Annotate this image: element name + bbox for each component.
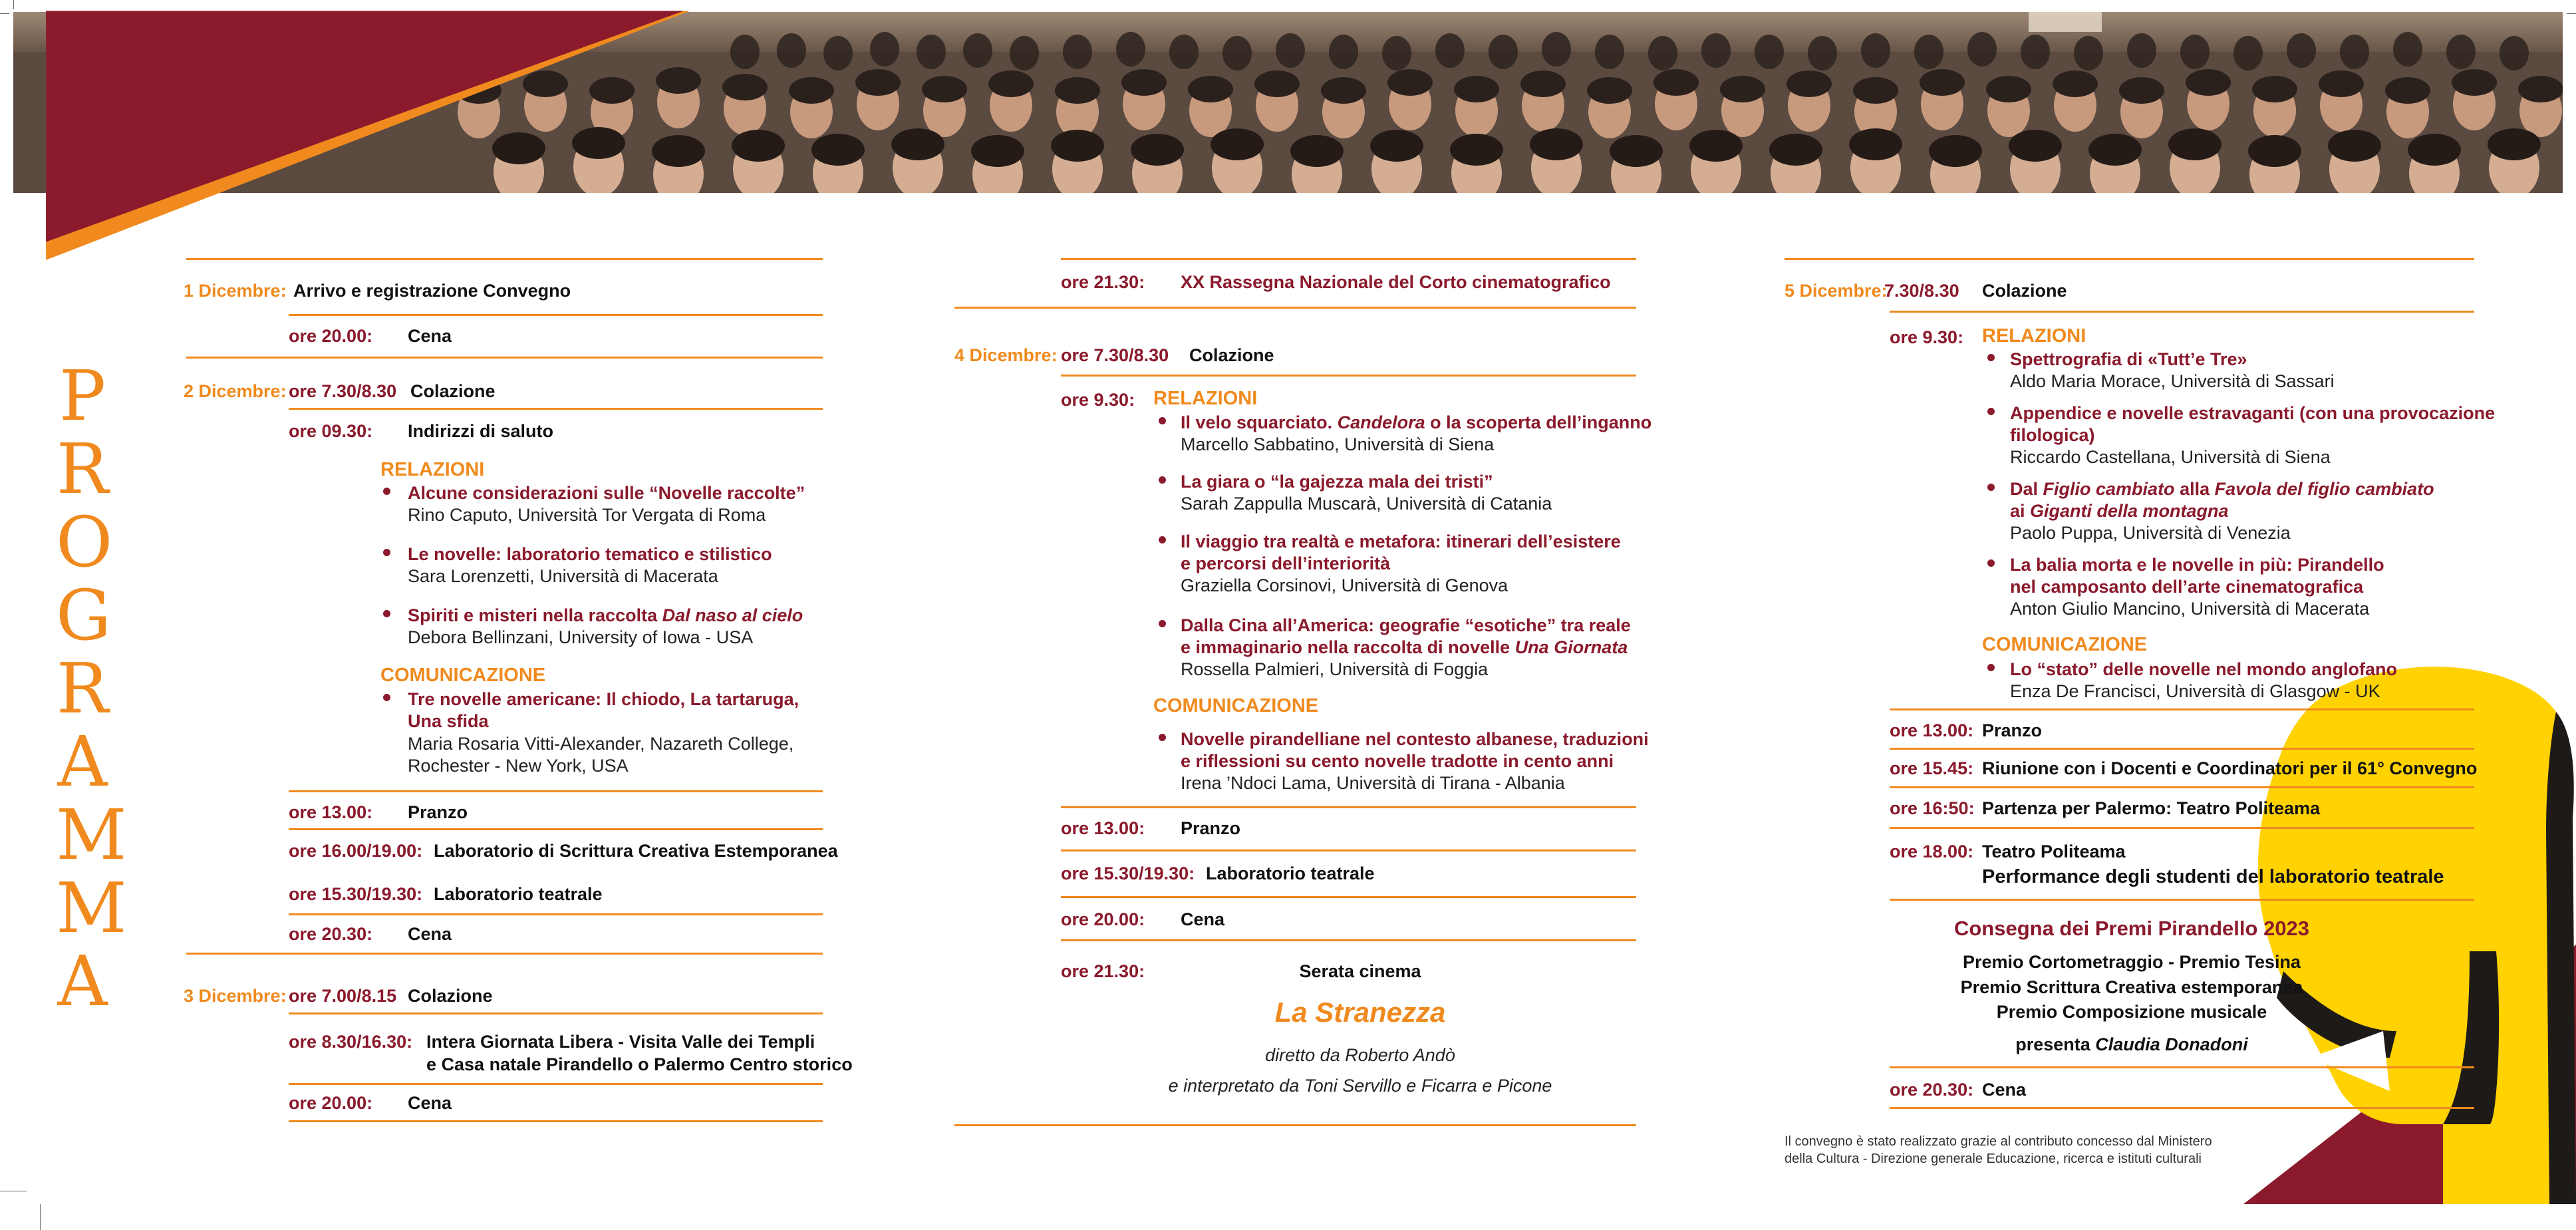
bullet xyxy=(1159,476,1166,484)
talk-title: Novelle pirandelliane nel contesto albanese, traduzioni xyxy=(1181,729,1649,749)
event: Cena xyxy=(1982,1080,2027,1100)
divider xyxy=(1061,806,1636,808)
talk-author: Graziella Corsinovi, Università di Genova xyxy=(1181,575,1508,595)
time: ore 20.00: xyxy=(289,326,373,346)
bullet xyxy=(1159,734,1166,741)
divider xyxy=(1890,748,2474,750)
time: ore 16:50: xyxy=(1890,798,1975,818)
programma-letter: R xyxy=(56,648,109,729)
event: Cena xyxy=(1181,909,1225,929)
talk-title-part: alla xyxy=(2174,479,2215,499)
time: ore 9.30: xyxy=(1890,327,1964,347)
programma-letter: M xyxy=(56,794,127,875)
day-4-label: 4 Dicembre: xyxy=(954,345,1058,365)
footer-line: Il convegno è stato realizzato grazie al contributo concesso dal Ministero xyxy=(1785,1134,2212,1149)
talk-author: Rossella Palmieri, Università di Foggia xyxy=(1181,659,1489,679)
programma-letter: O xyxy=(56,502,113,583)
divider xyxy=(1061,939,1636,941)
talk-title: La giara o “la gajezza mala dei tristi” xyxy=(1181,472,1493,492)
talk-title: e percorsi dell’interiorità xyxy=(1181,553,1391,573)
talk-title-part: o la scoperta dell’inganno xyxy=(1425,412,1652,432)
award-item: Premio Composizione musicale xyxy=(1996,1002,2267,1022)
award-presenter xyxy=(1916,1034,2348,1055)
talk-title-part: Il velo squarciato. xyxy=(1181,412,1338,432)
talk-author: Maria Rosaria Vitti-Alexander, Nazareth College, xyxy=(408,734,794,754)
bullet xyxy=(1987,664,1995,671)
divider xyxy=(1785,258,2474,260)
talk-title-part: e immaginario nella raccolta di novelle xyxy=(1181,637,1515,657)
divider xyxy=(186,258,823,260)
bullet xyxy=(1159,620,1166,627)
film-cast: e interpretato da Toni Servillo e Ficarra e Picone xyxy=(1168,1076,1552,1096)
divider xyxy=(289,913,823,915)
talk-title: e riflessioni su cento novelle tradotte in cento anni xyxy=(1181,751,1614,771)
time: 7.30/8.30 xyxy=(1884,281,1959,301)
film-director: diretto da Roberto Andò xyxy=(1265,1045,1455,1065)
talk-author: Irena ’Ndoci Lama, Università di Tirana - Albania xyxy=(1181,773,1565,793)
talk-author: Aldo Maria Morace, Università di Sassari xyxy=(2010,371,2335,391)
divider xyxy=(954,1124,1636,1126)
talk-author: Debora Bellinzani, University of Iowa - USA xyxy=(408,627,754,647)
bullet xyxy=(1987,559,1995,567)
event: Colazione xyxy=(1982,281,2067,301)
divider xyxy=(289,790,823,792)
crop-mark xyxy=(2567,13,2576,14)
divider xyxy=(1890,1107,2474,1109)
time: ore 13.00: xyxy=(289,802,373,822)
event: Intera Giornata Libera - Visita Valle dei Templi xyxy=(426,1032,815,1052)
divider xyxy=(289,1083,823,1085)
divider xyxy=(954,307,1636,309)
event: Pranzo xyxy=(1181,818,1241,838)
day-3-label: 3 Dicembre: xyxy=(184,986,287,1006)
event: Riunione con i Docenti e Coordinatori per il 61° Convegno xyxy=(1982,758,2478,778)
talk-title-italic: Figlio cambiato xyxy=(2043,479,2175,499)
time: ore 16.00/19.00: xyxy=(289,841,423,861)
talk-title xyxy=(1181,412,1651,433)
day-5-label: 5 Dicembre: xyxy=(1785,281,1888,301)
film-title: La Stranezza xyxy=(1274,997,1446,1028)
awards-title: Consegna dei Premi Pirandello 2023 xyxy=(1953,917,2310,940)
footer-credit xyxy=(1785,1133,2303,1167)
event: XX Rassegna Nazionale del Corto cinematografico xyxy=(1181,272,1611,292)
time: ore 13.00: xyxy=(1061,818,1145,838)
bullet xyxy=(383,488,390,495)
time: ore 20.00: xyxy=(1061,909,1145,929)
divider xyxy=(186,953,823,955)
event: Teatro Politeama xyxy=(1982,842,2126,861)
time: ore 21.30: xyxy=(1061,961,1145,981)
time: ore 7.00/8.15 xyxy=(289,986,397,1006)
divider xyxy=(1061,849,1636,851)
time: ore 15.45: xyxy=(1890,758,1974,778)
talk-author: Riccardo Castellana, Università di Siena xyxy=(2010,447,2331,467)
event: Laboratorio teatrale xyxy=(434,884,603,904)
event: Laboratorio teatrale xyxy=(1206,863,1375,883)
talk-title: Tre novelle americane: Il chiodo, La tartaruga, xyxy=(408,689,799,709)
event-serata: Serata cinema xyxy=(1299,961,1421,981)
time: ore 20.00: xyxy=(289,1093,373,1113)
talk-author: Rochester - New York, USA xyxy=(408,756,629,776)
section-relazioni: RELAZIONI xyxy=(380,459,485,480)
divider xyxy=(1061,375,1636,377)
event: Indirizzi di saluto xyxy=(408,421,554,441)
time: ore 18.00: xyxy=(1890,842,1974,861)
divider xyxy=(1890,827,2474,829)
bullet xyxy=(383,694,390,701)
talk-author: Anton Giulio Mancino, Università di Macerata xyxy=(2010,599,2370,619)
talk-title xyxy=(1181,637,1628,658)
time: ore 21.30: xyxy=(1061,272,1145,292)
divider xyxy=(289,314,823,316)
divider xyxy=(289,828,823,830)
section-comunicazione: COMUNICAZIONE xyxy=(1153,695,1319,716)
presenter-name: Claudia Donadoni xyxy=(2095,1034,2248,1054)
talk-author: Marcello Sabbatino, Università di Siena xyxy=(1181,434,1495,454)
talk-title xyxy=(408,605,803,626)
event: Cena xyxy=(408,326,452,346)
divider xyxy=(1890,311,2474,313)
section-comunicazione: COMUNICAZIONE xyxy=(380,665,546,686)
section-relazioni: RELAZIONI xyxy=(1982,325,2086,347)
talk-title-part: Spiriti e misteri nella raccolta xyxy=(408,605,662,625)
talk-title xyxy=(2010,478,2434,500)
bullet xyxy=(1987,408,1995,415)
time: ore 13.00: xyxy=(1890,720,1974,740)
footer-line: della Cultura - Direzione generale Educazione, ricerca e istituti culturali xyxy=(1785,1152,2202,1166)
bullet xyxy=(1159,417,1166,424)
section-relazioni: RELAZIONI xyxy=(1153,388,1258,409)
programma-letter: A xyxy=(57,721,108,802)
talk-author: Sara Lorenzetti, Università di Macerata xyxy=(408,566,718,586)
divider xyxy=(186,357,823,359)
talk-title: La balia morta e le novelle in più: Pirandello xyxy=(2010,555,2384,575)
bullet xyxy=(383,610,390,617)
bullet xyxy=(1987,484,1995,491)
talk-title: Lo “stato” delle novelle nel mondo anglofano xyxy=(2010,659,2398,679)
event: e Casa natale Pirandello o Palermo Centro storico xyxy=(426,1054,853,1074)
time: ore 09.30: xyxy=(289,421,373,441)
day-1-event: Arrivo e registrazione Convegno xyxy=(293,281,571,301)
divider xyxy=(1061,896,1636,898)
talk-title xyxy=(2010,500,2229,522)
bullet xyxy=(383,549,390,556)
event: Colazione xyxy=(410,381,496,401)
divider xyxy=(1890,899,2474,901)
talk-title: Il viaggio tra realtà e metafora: itinerari dell’esistere xyxy=(1181,532,1621,551)
award-item: Premio Cortometraggio - Premio Tesina xyxy=(1962,952,2301,972)
event: Performance degli studenti del laboratorio teatrale xyxy=(1982,866,2444,887)
talk-title-part: ai xyxy=(2010,501,2031,521)
divider xyxy=(289,408,823,410)
time: ore 20.30: xyxy=(289,924,373,944)
talk-title-italic: Una Giornata xyxy=(1514,637,1628,657)
talk-title: nel camposanto dell’arte cinematografica xyxy=(2010,577,2364,597)
talk-author: Enza De Francisci, Università di Glasgow - UK xyxy=(2010,681,2380,701)
programma-letter: P xyxy=(59,355,106,436)
programma-letter: R xyxy=(56,428,109,510)
talk-title-italic: Giganti della montagna xyxy=(2030,501,2229,521)
divider xyxy=(289,1012,823,1014)
crop-mark xyxy=(40,1204,41,1230)
talk-title-italic: Candelora xyxy=(1337,412,1425,432)
talk-title: filologica) xyxy=(2010,425,2095,445)
divider xyxy=(289,1120,823,1122)
talk-title-italic: Dal naso al cielo xyxy=(662,605,803,625)
day-2-label: 2 Dicembre: xyxy=(184,381,287,401)
programma-title xyxy=(56,355,127,1022)
event: Cena xyxy=(408,1093,452,1113)
corner-wedge xyxy=(0,0,745,266)
time: ore 8.30/16.30: xyxy=(289,1032,413,1052)
presenter-prefix: presenta xyxy=(2015,1034,2096,1054)
bullet xyxy=(1159,536,1166,543)
divider xyxy=(1890,1066,2474,1068)
award-item: Premio Scrittura Creativa estemporanea xyxy=(1960,977,2303,997)
day-1-label: 1 Dicembre: xyxy=(184,281,287,301)
event: Laboratorio di Scrittura Creativa Estemporanea xyxy=(434,841,838,861)
section-comunicazione: COMUNICAZIONE xyxy=(1982,634,2148,655)
talk-title: Dalla Cina all’America: geografie “esotiche” tra reale xyxy=(1181,615,1631,635)
programma-letter: M xyxy=(56,867,127,949)
divider xyxy=(1061,258,1636,260)
talk-title: Una sfida xyxy=(408,711,489,731)
time: ore 9.30: xyxy=(1061,390,1135,410)
bullet xyxy=(1987,354,1995,361)
programma-letter: A xyxy=(57,941,108,1022)
time: ore 7.30/8.30 xyxy=(1061,345,1169,365)
event: Colazione xyxy=(408,986,493,1006)
talk-title: Alcune considerazioni sulle “Novelle raccolte” xyxy=(408,483,805,503)
talk-author: Sarah Zappulla Muscarà, Università di Catania xyxy=(1181,494,1552,514)
time: ore 20.30: xyxy=(1890,1080,1974,1100)
talk-author: Rino Caputo, Università Tor Vergata di Roma xyxy=(408,505,766,525)
programma-letter: G xyxy=(56,575,112,656)
time: ore 7.30/8.30 xyxy=(289,381,397,401)
talk-title: Spettrografia di «Tutt’e Tre» xyxy=(2010,349,2247,369)
divider xyxy=(1890,708,2474,710)
event: Colazione xyxy=(1189,345,1274,365)
event: Pranzo xyxy=(1982,720,2043,740)
talk-title: Le novelle: laboratorio tematico e stilistico xyxy=(408,544,772,564)
talk-author: Paolo Puppa, Università di Venezia xyxy=(2010,523,2291,543)
event: Partenza per Palermo: Teatro Politeama xyxy=(1982,798,2321,818)
time: ore 15.30/19.30: xyxy=(289,884,423,904)
event: Pranzo xyxy=(408,802,468,822)
talk-title: Appendice e novelle estravaganti (con una provocazione xyxy=(2010,403,2496,423)
talk-title-part: Dal xyxy=(2010,479,2043,499)
event: Cena xyxy=(408,924,452,944)
time: ore 15.30/19.30: xyxy=(1061,863,1195,883)
divider xyxy=(1890,786,2474,788)
talk-title-italic: Favola del figlio cambiato xyxy=(2214,479,2434,499)
